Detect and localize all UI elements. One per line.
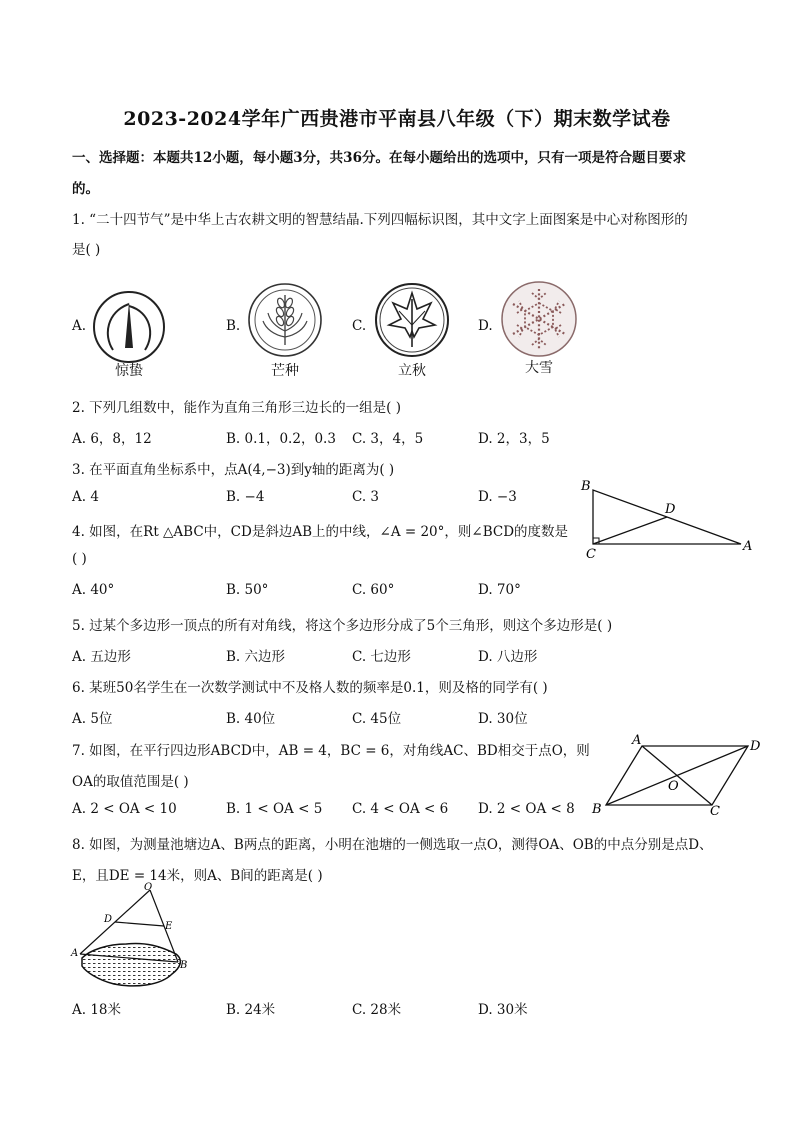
q3-stem: 3. 在平面直角坐标系中，点A(4,−3)到y轴的距离为( ) bbox=[72, 462, 395, 478]
q7-label-d: D bbox=[750, 739, 761, 754]
jingzhe-emblem-icon bbox=[89, 290, 169, 364]
q8-label-e: E bbox=[165, 921, 173, 932]
q1-stem-line2: 是( ) bbox=[72, 242, 101, 258]
q6-option-c: C. 45位 bbox=[352, 711, 402, 727]
q8-option-d: D. 30米 bbox=[478, 1002, 528, 1018]
q8-option-c: C. 28米 bbox=[352, 1002, 402, 1018]
q7-stem-line2: OA的取值范围是( ) bbox=[72, 774, 189, 790]
q7-label-o: O bbox=[668, 779, 679, 794]
q4-stem-line1: 4. 如图，在Rt △ABC中，CD是斜边AB上的中线，∠A = 20°，则∠BCD的度数是 bbox=[72, 524, 569, 540]
q4-option-b: B. 50° bbox=[226, 582, 269, 598]
mangzhong-wheat-icon bbox=[246, 281, 324, 359]
q3-option-b: B. −4 bbox=[226, 489, 265, 505]
liqiu-leaf-icon bbox=[373, 281, 451, 359]
daxue-snowflake-icon bbox=[499, 279, 579, 359]
q6-option-a: A. 5位 bbox=[72, 711, 113, 727]
q5-option-a: A. 五边形 bbox=[72, 649, 131, 665]
q3-option-a: A. 4 bbox=[72, 489, 99, 505]
q8-label-o: O bbox=[144, 882, 153, 893]
q2-option-c: C. 3，4，5 bbox=[352, 431, 424, 447]
q7-option-a: A. 2 < OA < 10 bbox=[72, 801, 177, 817]
q1-option-a-letter: A. bbox=[72, 318, 87, 334]
exam-title: 2023-2024学年广西贵港市平南县八年级（下）期末数学试卷 bbox=[123, 108, 671, 130]
q5-stem: 5. 过某个多边形一顶点的所有对角线，将这个多边形分成了5个三角形，则这个多边形是( ) bbox=[72, 618, 613, 634]
q1-option-d-letter: D. bbox=[478, 318, 493, 334]
q7-parallelogram-figure bbox=[590, 733, 774, 819]
q8-stem-line2: E，且DE = 14米，则A、B间的距离是( ) bbox=[72, 868, 323, 884]
q8-option-a: A. 18米 bbox=[72, 1002, 122, 1018]
q5-option-b: B. 六边形 bbox=[226, 649, 286, 665]
q7-stem-line1: 7. 如图，在平行四边形ABCD中，AB = 4，BC = 6，对角线AC、BD相交于点O，则 bbox=[72, 743, 590, 759]
q2-option-d: D. 2，3，5 bbox=[478, 431, 550, 447]
q4-label-b: B bbox=[581, 479, 591, 494]
q2-option-a: A. 6，8，12 bbox=[72, 431, 152, 447]
q8-label-d: D bbox=[104, 914, 113, 925]
q6-option-b: B. 40位 bbox=[226, 711, 276, 727]
q4-label-a: A bbox=[743, 539, 753, 554]
q7-label-b: B bbox=[592, 802, 602, 817]
q8-stem-line1: 8. 如图，为测量池塘边A、B两点的距离，小明在池塘的一侧选取一点O，测得OA、OB的中点分别是点D、 bbox=[72, 837, 713, 853]
q5-option-d: D. 八边形 bbox=[478, 649, 538, 665]
q7-label-c: C bbox=[710, 804, 720, 819]
section1-line1: 一、选择题：本题共12小题，每小题3分，共36分。在每小题给出的选项中，只有一项是符合题目要求 bbox=[72, 150, 686, 166]
q1-option-b-letter: B. bbox=[226, 318, 241, 334]
q8-label-b: B bbox=[180, 960, 188, 971]
q4-option-c: C. 60° bbox=[352, 582, 395, 598]
q8-pond-figure bbox=[68, 882, 198, 992]
q3-option-c: C. 3 bbox=[352, 489, 380, 505]
q4-stem-line2: ( ) bbox=[72, 551, 87, 567]
q6-stem: 6. 某班50名学生在一次数学测试中不及格人数的频率是0.1，则及格的同学有( ) bbox=[72, 680, 548, 696]
q6-option-d: D. 30位 bbox=[478, 711, 528, 727]
q1-option-c-letter: C. bbox=[352, 318, 367, 334]
section1-line2: 的。 bbox=[72, 181, 99, 197]
q7-option-d: D. 2 < OA < 8 bbox=[478, 801, 575, 817]
q7-label-a: A bbox=[632, 733, 642, 748]
q7-option-c: C. 4 < OA < 6 bbox=[352, 801, 449, 817]
q1-option-d-caption: 大雪 bbox=[525, 360, 553, 376]
q8-option-b: B. 24米 bbox=[226, 1002, 276, 1018]
q4-option-a: A. 40° bbox=[72, 582, 115, 598]
q4-triangle-figure bbox=[575, 476, 765, 564]
q1-stem-line1: 1. “二十四节气”是中华上古农耕文明的智慧结晶.下列四幅标识图，其中文字上面图案是中心对称图形的 bbox=[72, 212, 688, 228]
q7-option-b: B. 1 < OA < 5 bbox=[226, 801, 323, 817]
q1-option-b-caption: 芒种 bbox=[271, 363, 299, 379]
q5-option-c: C. 七边形 bbox=[352, 649, 411, 665]
q2-stem: 2. 下列几组数中，能作为直角三角形三边长的一组是( ) bbox=[72, 400, 401, 416]
q8-label-a: A bbox=[71, 948, 79, 959]
q1-option-c-caption: 立秋 bbox=[398, 363, 426, 379]
q4-option-d: D. 70° bbox=[478, 582, 521, 598]
q2-option-b: B. 0.1，0.2，0.3 bbox=[226, 431, 336, 447]
q4-label-c: C bbox=[586, 547, 596, 562]
q3-option-d: D. −3 bbox=[478, 489, 517, 505]
q4-label-d: D bbox=[665, 502, 676, 517]
q1-option-a-caption: 惊蛰 bbox=[115, 363, 143, 379]
